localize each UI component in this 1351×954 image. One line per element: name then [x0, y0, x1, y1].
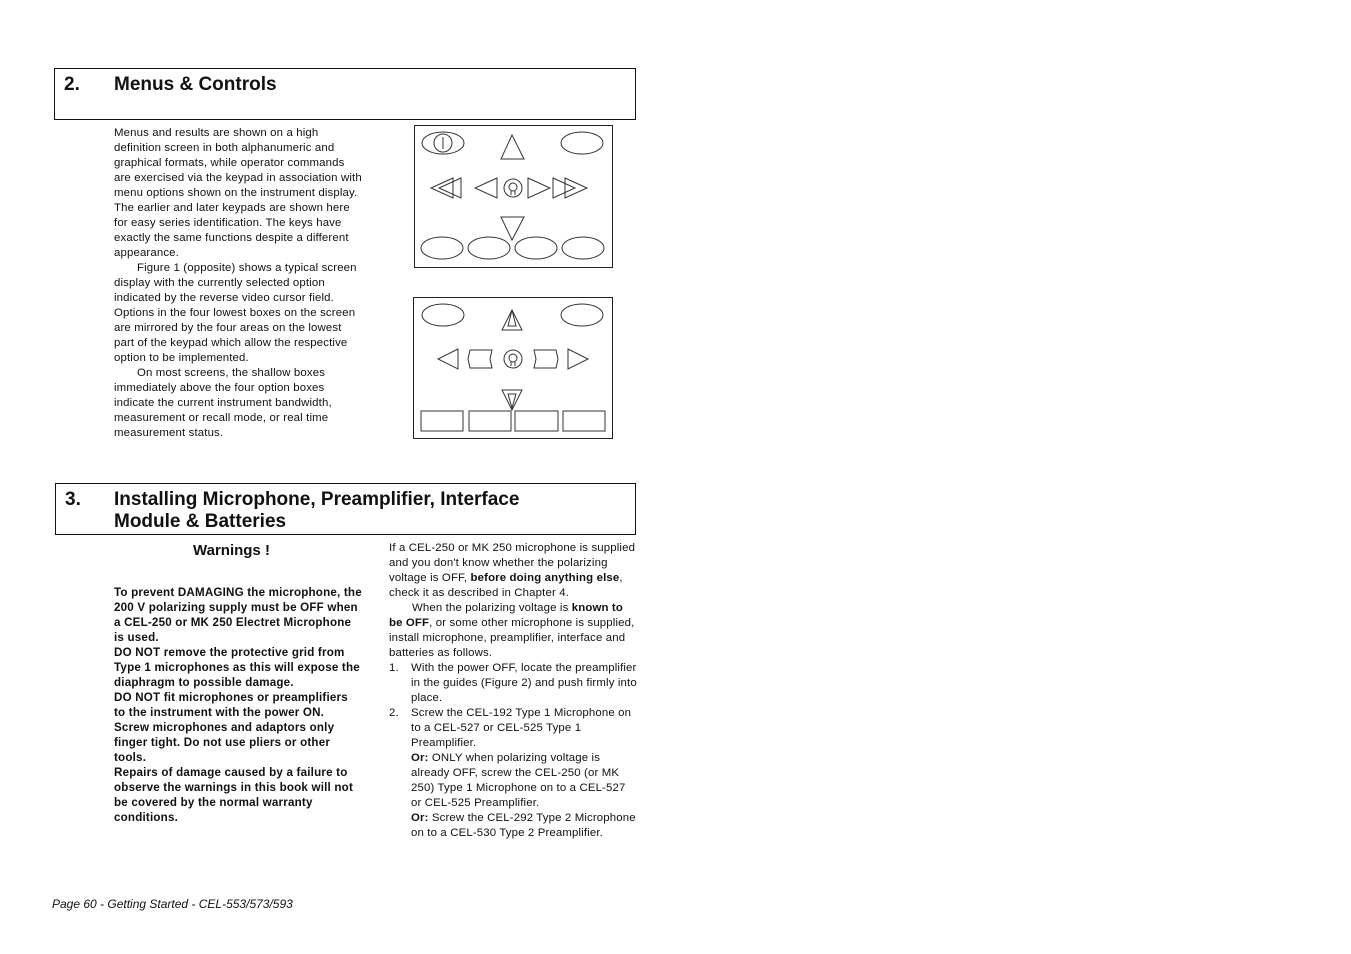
warnings-list — [114, 585, 362, 825]
warning-3: DO NOT fit microphones or preamplifiers to the instrument with the power ON. Screw microphones and adaptors only finger tight. Do not use pliers or other tools. — [114, 691, 348, 764]
warning-2: DO NOT remove the protective grid from Type 1 microphones as this will expose the diaphragm to possible damage. — [114, 646, 360, 689]
instruction-paragraph-2 — [389, 601, 639, 661]
section-3-header — [55, 483, 636, 535]
section-3-number: 3. — [65, 489, 81, 510]
section-3-title-line-1: Installing Microphone, Preamplifier, Interface — [114, 489, 520, 510]
step-1-number: 1. — [389, 662, 399, 674]
later-keypad-drawing — [414, 298, 612, 438]
step-2-text: Screw the CEL-192 Type 1 Microphone on to a CEL-527 or CEL-525 Type 1 Preamplifier. — [411, 707, 632, 749]
warning-4: Repairs of damage caused by a failure to observe the warnings in this book will not be covered by the normal warranty conditions. — [114, 766, 354, 824]
section-2-paragraph-3: On most screens, the shallow boxes immediately above the four option boxes indicate the current instrument bandwidth, measurement or recall mode, or real time measurement status. — [114, 367, 332, 439]
warning-1: To prevent DAMAGING the microphone, the 200 V polarizing supply must be OFF when a CEL-250 or MK 250 Electret Microphone is used. — [114, 586, 362, 644]
section-2-body — [114, 126, 362, 441]
page-footer: Page 60 - Getting Started - CEL-553/573/593 — [52, 897, 293, 911]
section-3-instructions — [389, 541, 639, 841]
section-3-title-line-2: Module & Batteries — [114, 511, 287, 532]
p1-bold: before doing anything else — [470, 572, 620, 584]
warnings-title: Warnings ! — [193, 542, 270, 559]
step-1 — [389, 661, 639, 706]
step-2-or-1-text: ONLY when polarizing voltage is already OFF, screw the CEL-250 (or MK 250) Type 1 Microphone on to a CEL-527 or CEL-525 Preamplifier. — [411, 752, 626, 809]
step-2-or-2-text: Screw the CEL-292 Type 2 Microphone on to a CEL-530 Type 2 Preamplifier. — [411, 812, 636, 839]
p1-text-c: , check it as described in Chapter 4. — [389, 572, 623, 599]
step-2 — [389, 706, 639, 841]
p2-text-c: , or some other microphone is supplied, install microphone, preamplifier, interface and batteries as follows. — [389, 617, 635, 659]
step-2-number: 2. — [389, 707, 399, 719]
section-2-title: Menus & Controls — [114, 74, 277, 95]
step-1-text: With the power OFF, locate the preamplifier in the guides (Figure 2) and push firmly into place. — [411, 662, 637, 704]
step-2-body — [411, 706, 639, 841]
step-2-or-2-label: Or: — [411, 812, 429, 824]
p2-bold: known to be OFF — [389, 602, 623, 629]
earlier-keypad-illustration — [414, 125, 613, 268]
earlier-keypad-drawing — [415, 126, 612, 267]
step-2-or-1-label: Or: — [411, 752, 429, 764]
instruction-paragraph-1 — [389, 541, 639, 601]
p2-text-a: When the polarizing voltage is — [412, 602, 572, 614]
section-2-paragraph-2: Figure 1 (opposite) shows a typical screen display with the currently selected option indicated by the reverse video cursor field. Options in the four lowest boxes on the screen are mirrored by the four areas on the lowest part of the keypad which allow the respective option to be implemented. — [114, 262, 357, 364]
section-2-paragraph-1: Menus and results are shown on a high definition screen in both alphanumeric and graphical formats, while operator commands are exercised via the keypad in association with menu options shown on the instrument display. The earlier and later keypads are shown here for easy series identification. The keys have exactly the same functions despite a different appearance. — [114, 127, 362, 259]
section-2-number: 2. — [64, 74, 80, 95]
section-2-header — [54, 68, 636, 120]
later-keypad-illustration — [413, 297, 613, 439]
p1-text-a: If a CEL-250 or MK 250 microphone is supplied and you don't know whether the polarizing voltage is OFF, — [389, 542, 636, 584]
